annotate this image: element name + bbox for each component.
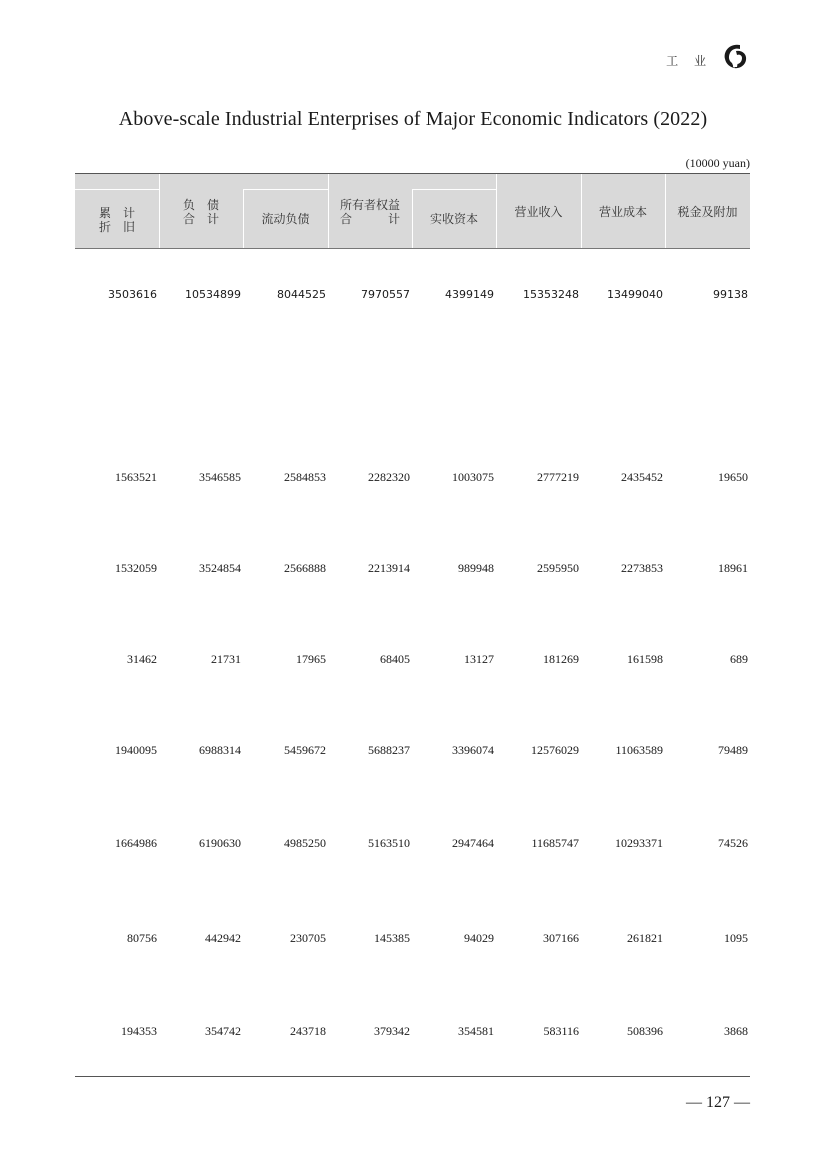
table-cell: 6988314: [199, 743, 241, 757]
table-cell: 1940095: [115, 743, 157, 757]
col-header-operating-revenue: 营业收入: [514, 205, 563, 219]
table-cell: 230705: [290, 931, 326, 945]
table-cell: 31462: [127, 652, 157, 666]
table-cell: 3524854: [199, 561, 241, 575]
table-cell: 2777219: [537, 470, 579, 484]
table-cell: 442942: [205, 931, 241, 945]
unit-label: (10000 yuan): [685, 156, 750, 170]
table-cell: 1532059: [115, 561, 157, 575]
table-cell: 10293371: [615, 836, 663, 850]
table-cell: 379342: [374, 1024, 410, 1038]
col-header-operating-cost: 营业成本: [598, 205, 647, 219]
table-cell: 5163510: [368, 836, 410, 850]
table-cell: 3503616: [108, 288, 157, 301]
table-cell: 243718: [290, 1024, 326, 1038]
table-row: [75, 288, 750, 304]
table-cell: 181269: [543, 652, 579, 666]
table-row: [75, 470, 750, 486]
table-cell: 2566888: [284, 561, 326, 575]
table-cell: 1003075: [452, 470, 494, 484]
table-cell: 80756: [127, 931, 157, 945]
table-row: [75, 743, 750, 759]
section-logo-icon: [720, 41, 750, 71]
table-cell: 354581: [458, 1024, 494, 1038]
col-header-total-liabilities: 负 债 合 计: [182, 198, 219, 226]
table-row: [75, 931, 750, 947]
table-cell: 307166: [543, 931, 579, 945]
table-row: [75, 561, 750, 577]
table-cell: 2213914: [368, 561, 410, 575]
table-cell: 1563521: [115, 470, 157, 484]
table-cell: 18961: [718, 561, 748, 575]
table-row: [75, 652, 750, 668]
table-cell: 583116: [543, 1024, 579, 1038]
col-header-taxes-surcharges: 税金及附加: [677, 205, 738, 219]
table-cell: 689: [730, 652, 748, 666]
table-cell: 19650: [718, 470, 748, 484]
table-cell: 1095: [724, 931, 748, 945]
table-cell: 7970557: [361, 288, 410, 301]
table-cell: 99138: [713, 288, 748, 301]
table-cell: 2595950: [537, 561, 579, 575]
table-cell: 989948: [458, 561, 494, 575]
table-cell: 94029: [464, 931, 494, 945]
table-header: [75, 174, 750, 248]
table-cell: 3396074: [452, 743, 494, 757]
table-cell: 68405: [380, 652, 410, 666]
table-cell: 10534899: [185, 288, 241, 301]
page-title: Above-scale Industrial Enterprises of Major Economic Indicators (2022): [118, 108, 708, 130]
table-cell: 2282320: [368, 470, 410, 484]
table-cell: 11063589: [615, 743, 663, 757]
table-cell: 13127: [464, 652, 494, 666]
table-cell: 5688237: [368, 743, 410, 757]
col-header-owners-equity: 所有者权益 合 计: [339, 198, 400, 226]
col-header-current-liabilities: 流动负债: [261, 212, 310, 226]
table-cell: 1664986: [115, 836, 157, 850]
table-row: [75, 836, 750, 852]
page-number: — 127 —: [686, 1094, 750, 1111]
table-cell: 74526: [718, 836, 748, 850]
table-cell: 12576029: [531, 743, 579, 757]
table-cell: 145385: [374, 931, 410, 945]
table-cell: 354742: [205, 1024, 241, 1038]
table-cell: 508396: [627, 1024, 663, 1038]
section-label: 工 业: [666, 53, 712, 68]
col-header-accumulated-depreciation: 累 计 折 旧: [98, 206, 135, 234]
table-cell: 2435452: [621, 470, 663, 484]
table-cell: 6190630: [199, 836, 241, 850]
table-row: [75, 1024, 750, 1040]
table-cell: 13499040: [607, 288, 663, 301]
table-cell: 2947464: [452, 836, 494, 850]
table-cell: 17965: [296, 652, 326, 666]
table-cell: 2273853: [621, 561, 663, 575]
table-cell: 194353: [121, 1024, 157, 1038]
table-bottom-rule: [75, 1076, 750, 1077]
table-cell: 261821: [627, 931, 663, 945]
table-cell: 4985250: [284, 836, 326, 850]
table-cell: 21731: [211, 652, 241, 666]
section-header: [666, 41, 750, 71]
col-header-paid-in-capital: 实收资本: [429, 212, 478, 226]
table-cell: 4399149: [445, 288, 494, 301]
table-cell: 5459672: [284, 743, 326, 757]
table-cell: 3546585: [199, 470, 241, 484]
table-cell: 11685747: [531, 836, 579, 850]
table-cell: 79489: [718, 743, 748, 757]
table-cell: 161598: [627, 652, 663, 666]
table-header-rule: [75, 248, 750, 249]
table-cell: 8044525: [277, 288, 326, 301]
table-cell: 15353248: [523, 288, 579, 301]
table-cell: 3868: [724, 1024, 748, 1038]
table-cell: 2584853: [284, 470, 326, 484]
